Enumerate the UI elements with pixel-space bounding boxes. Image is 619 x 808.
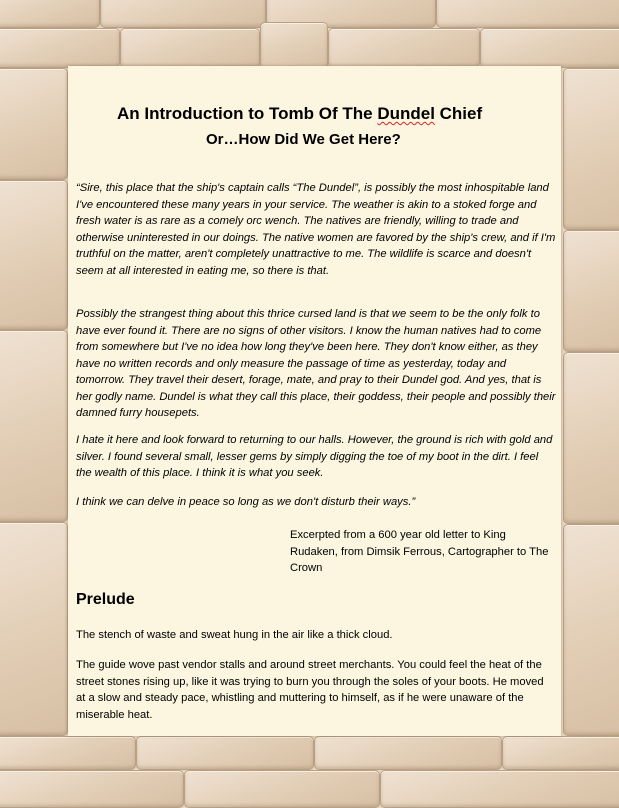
prose-paragraph: The guide wove past vendor stalls and around street merchants. You could feel the heat of the street stones rising up, like it was trying to burn you through the soles of your boots. He moved at a slow and steady pace, whistling and muttering to himself, as if he were unaware of the miserable heat. (76, 659, 544, 721)
prose-paragraph: The stench of waste and sweat hung in the air like a thick cloud. (76, 629, 393, 641)
border-stone (480, 28, 619, 68)
border-stone (100, 0, 266, 28)
border-stone (0, 770, 184, 808)
spellcheck-flagged-word[interactable]: Dundel (377, 104, 435, 123)
document-subtitle: Or…How Did We Get Here? (206, 131, 401, 148)
title-text: An Introduction to Tomb Of The (117, 104, 378, 123)
document-title (117, 104, 482, 124)
border-stone (328, 28, 480, 68)
border-stone (563, 352, 619, 524)
border-stone (0, 0, 100, 28)
letter-paragraph: “Sire, this place that the ship's captain calls “The Dundel”, is possibly the most inhospitable land I've encountered these many years in your service. The weather is akin to a stoked forge and fresh water is as rare as a comely orc wench. The natives are friendly, willing to trade and otherwise uninterested in our doings. The native women are favored by the ship's crew, and if I'm truthful on the matter, aren't completely unattractive to me. The wildlife is scarce and doesn't seem at all interested in eating me, so there is that. (76, 182, 556, 277)
border-stone (0, 180, 68, 330)
border-stone (502, 736, 619, 770)
border-stone (0, 522, 68, 736)
border-stone (380, 770, 619, 808)
border-stone (314, 736, 502, 770)
letter-paragraph: I hate it here and look forward to returning to our halls. However, the ground is rich with gold and silver. I found several small, lesser gems by simply digging the toe of my boot in the dirt. I feel the wealth of this place. I think it is what you seek. (76, 434, 553, 479)
border-stone (436, 0, 619, 28)
border-stone (0, 28, 120, 68)
border-stone (120, 28, 260, 68)
letter-attribution: Excerpted from a 600 year old letter to King Rudaken, from Dimsik Ferrous, Cartographer to The Crown (290, 529, 549, 574)
border-stone (0, 330, 68, 522)
border-stone (184, 770, 380, 808)
section-heading: Prelude (76, 591, 135, 608)
border-stone (0, 736, 136, 770)
border-stone (563, 68, 619, 230)
border-stone (0, 68, 68, 180)
letter-paragraph: I think we can delve in peace so long as we don't disturb their ways.” (76, 496, 416, 508)
title-text-end: Chief (434, 104, 483, 123)
border-stone (563, 524, 619, 736)
border-stone (260, 22, 328, 70)
letter-paragraph: Possibly the strangest thing about this thrice cursed land is that we seem to be the only folk to have ever found it. There are no signs of other visitors. I know the human natives had to come from somewhere but I've no idea how long they've been here. They don't know either, as they have no written records and only measure the passage of time as yesterday, today and tomorrow. They travel their desert, forage, mate, and pray to their Dundel god. And yes, that is her godly name. Dundel is what they call this place, their goddess, their people and possibly their damned furry housepets. (76, 308, 556, 419)
border-stone (136, 736, 314, 770)
border-stone (563, 230, 619, 352)
